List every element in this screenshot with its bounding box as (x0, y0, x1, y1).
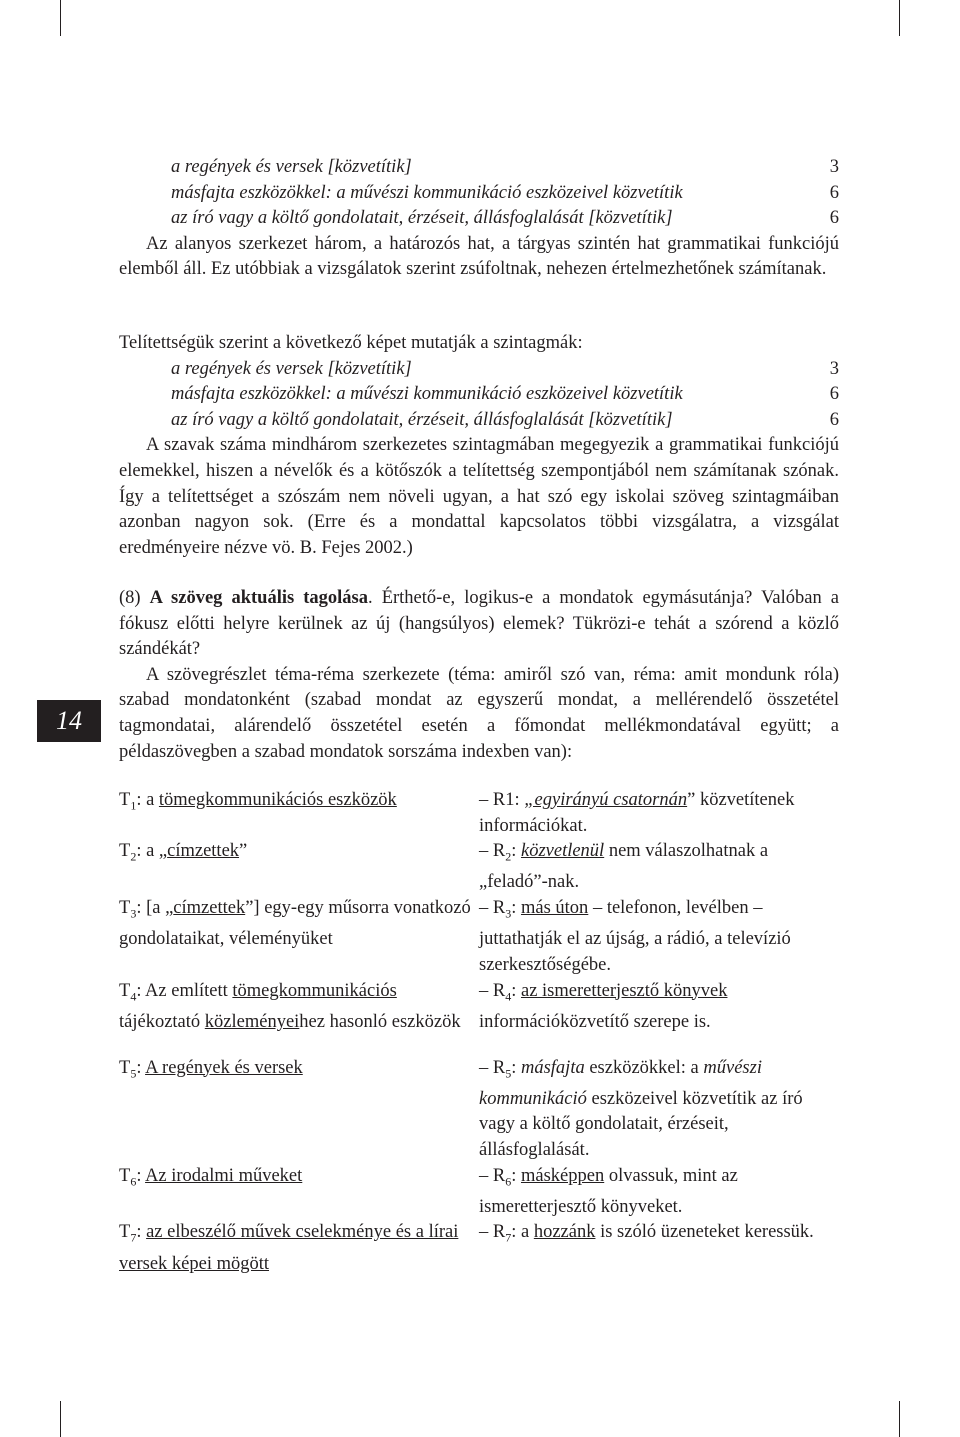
paragraph: A szavak száma mindhárom szerkezetes szintagmában megegyezik a grammatikai funkciójú elemekkel, hiszen a névelők és a kötőszók a telítettség szempontjából nem számítanak szónak. Így a telítettséget a szószám nem növeli ugyan, a hat szó egy iskolai szöveg szintagmáiban azonban nagyon sok. (Erre és a mondattal kapcsolatos többi vizsgálatra, a vizsgálat eredményeire nézve vö. B. Fejes 2002.) (119, 435, 839, 558)
block-first-examples (119, 155, 839, 283)
example-text: az író vagy a költő gondolatait, érzéseit, állásfoglalását [közvetítik] (171, 208, 673, 229)
theme-rheme-row (119, 1056, 839, 1164)
theme-rheme-row (119, 788, 839, 839)
example-count: 6 (829, 384, 839, 405)
example-count: 3 (829, 157, 839, 177)
rheme-cell: – $R_2$: közvetlenül nem válaszolhatnak a „feladó”-nak. (479, 841, 769, 893)
theme-cell: $T_3$: [a „címzettek”] egy-egy műsorra vonatkozó gondolataikat, véleményüket (119, 898, 471, 950)
example-text: másfajta eszközökkel: a művészi kommunikáció eszközeivel közvetítik (171, 182, 683, 203)
block-section-8 (119, 586, 839, 765)
theme-rheme-table (119, 788, 839, 1277)
crop-mark-top-right (899, 0, 900, 36)
rheme-cell: – $R_5$: másfajta eszközökkel: a művészi kommunikáció eszközeivel közvetítik az író vagy a költő gondolatait, érzéseit, állásfoglalását. (479, 1057, 803, 1160)
page-number: 14 (37, 700, 101, 742)
example-text: az író vagy a költő gondolatait, érzéseit, állásfoglalását [közvetítik] (171, 409, 673, 430)
crop-mark-bottom-left (60, 1401, 61, 1437)
paragraph-lead: Telítettségük szerint a következő képet mutatják a szintagmák: (119, 333, 583, 353)
example-count: 6 (829, 182, 839, 203)
theme-cell: $T_7$: az elbeszélő művek cselekménye és a lírai versek képei mögött (119, 1222, 459, 1274)
theme-cell: $T_1$: a tömegkommunikációs eszközök (119, 790, 397, 813)
example-line (119, 382, 839, 408)
rheme-cell: – $R_4$: az ismeretterjesztő könyvek információközvetítő szerepe is. (479, 980, 728, 1032)
crop-mark-top-left (60, 0, 61, 36)
theme-rheme-row (119, 896, 839, 978)
example-count: 3 (829, 358, 839, 379)
example-count: 6 (829, 409, 839, 430)
section-heading: A szöveg aktuális tagolása (149, 588, 369, 608)
theme-rheme-row (119, 1164, 839, 1221)
block-second-examples (119, 331, 839, 561)
example-line (119, 181, 839, 207)
theme-cell: $T_2$: a „címzettek” (119, 841, 248, 864)
section-number: (8) (119, 588, 141, 608)
section-text: . Érthető-e, logikus-e a mondatok egymásutánja? Valóban a fókusz előtti helyre kerülnek az új (hangsúlyos) elemek? Tükrözi-e tehát a szórend a közlő szándékát? (119, 588, 839, 660)
section-heading-paragraph (119, 586, 839, 663)
theme-cell: $T_6$: Az irodalmi műveket (119, 1165, 303, 1189)
rheme-cell: – R1: „egyirányú csatornán” közvetítenek információkat. (479, 790, 795, 836)
rheme-cell: – $R_6$: másképpen olvassuk, mint az ismeretterjesztő könyveket. (479, 1165, 738, 1217)
example-text: a regények és versek [közvetítik] (171, 358, 412, 379)
example-line (119, 206, 839, 232)
example-line (119, 357, 839, 383)
example-count: 6 (829, 208, 839, 229)
paragraph: Az alanyos szerkezet három, a határozós hat, a tárgyas szintén hat grammatikai funkciójú elemből áll. Ez utóbbiak a vizsgálatok szerint zsúfoltnak, nehezen értelmezhetőnek számítanak. (119, 233, 839, 280)
rheme-cell: – $R_3$: más úton – telefonon, levélben – juttathatják el az újság, a rádió, a televízió szerkesztőségébe. (479, 898, 791, 975)
example-text: másfajta eszközökkel: a művészi kommunikáció eszközeivel közvetítik (171, 384, 683, 405)
theme-cell: $T_5$: A regények és versek (119, 1057, 303, 1081)
paragraph: A szövegrészlet téma-réma szerkezete (téma: amiről szó van, réma: amit mondunk róla) szabad mondatonként (szabad mondat az egyszerű mondat, a mellérendelő összetétel tagmondatai, alárendelő összetétel esetén a főmondat mellékmondatával együtt; a példaszövegben a szabad mondatok sorszáma indexben van): (119, 664, 839, 762)
example-line (119, 155, 839, 181)
example-text: a regények és versek [közvetítik] (171, 157, 412, 177)
theme-rheme-row (119, 1220, 839, 1277)
theme-rheme-row (119, 839, 839, 896)
rheme-cell: – $R_7$: a hozzánk is szóló üzeneteket keressük. (479, 1222, 814, 1246)
example-line (119, 408, 839, 434)
crop-mark-bottom-right (899, 1401, 900, 1437)
theme-rheme-row (119, 979, 839, 1056)
theme-cell: $T_4$: Az említett tömegkommunikációs tájékoztató közleményeihez hasonló eszközök (119, 980, 461, 1032)
